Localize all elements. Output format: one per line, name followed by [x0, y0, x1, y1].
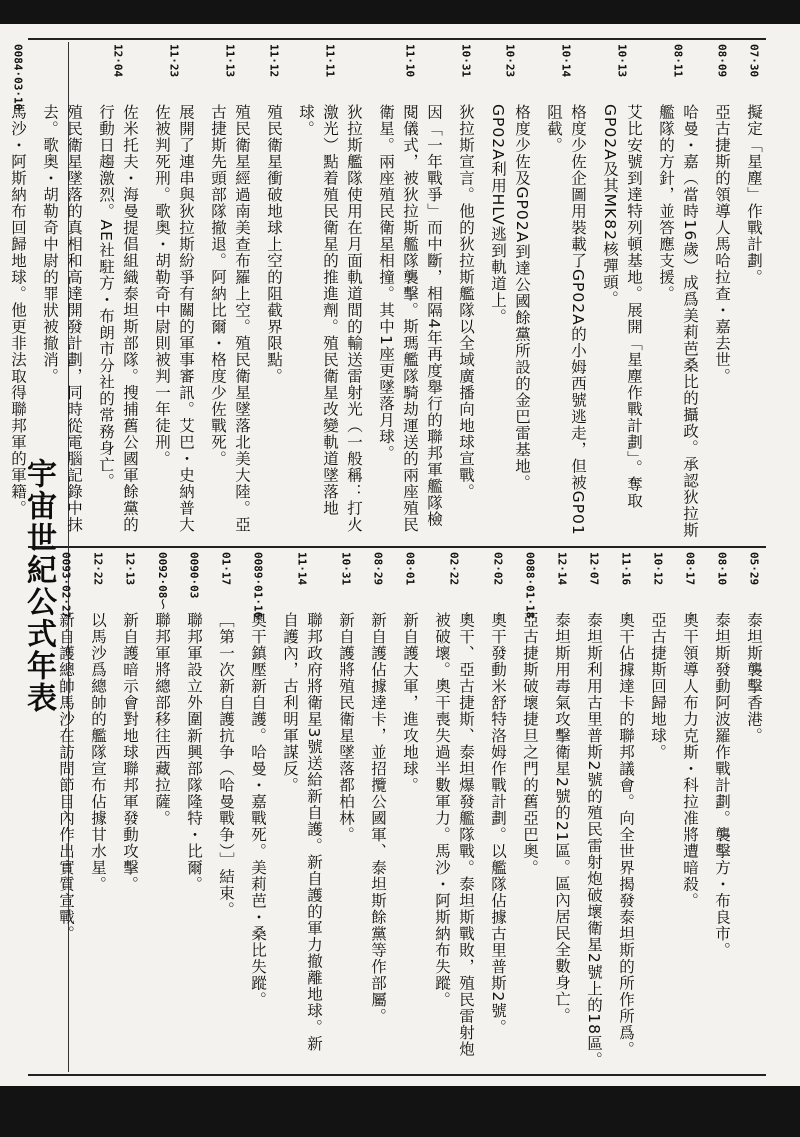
timeline-entry	[246, 552, 270, 1070]
entry-date: 12·07	[587, 552, 601, 586]
entry-date: 11·12	[267, 44, 281, 78]
entry-text: 擬定「星塵」作戰計劃。	[745, 104, 763, 286]
entry-date: 05·29	[747, 552, 761, 586]
timeline-entry	[38, 44, 86, 542]
entry-text: 以馬沙爲總帥的艦隊宣布佔據甘水星。	[89, 612, 107, 893]
top-rule	[28, 38, 766, 40]
entry-date: 08·01	[403, 552, 417, 586]
entry-text: 亞古捷斯回歸地球。	[649, 612, 667, 761]
timeline-entry	[150, 552, 174, 1070]
timeline-entry	[278, 552, 326, 1070]
entry-date: 0093·02·27	[59, 552, 73, 619]
entry-text: 奧干鎮壓新自護。哈曼・嘉戰死。美莉芭・桑比失蹤。	[249, 612, 267, 1008]
entry-text: 格度少佐及GP02A到達公國餘黨所設的金巴雷基地。GP02A利用HLV逃到軌道上。	[489, 104, 531, 491]
timeline-entry	[150, 44, 198, 542]
timeline-entry	[742, 552, 766, 1070]
timeline-entry	[374, 44, 446, 542]
page-title: 宇宙世紀公式年表	[21, 458, 56, 714]
entry-date: 12·13	[123, 552, 137, 586]
timeline-entry	[454, 44, 478, 542]
timeline-entry	[518, 552, 542, 1070]
bottom-black-band	[0, 1086, 800, 1137]
bottom-rule	[28, 1074, 766, 1076]
timeline-entry	[710, 44, 734, 542]
entry-text: 亞古捷斯的領導人馬哈拉查・嘉去世。	[713, 104, 731, 385]
chronology-page	[9, 38, 766, 1078]
timeline-entry	[294, 44, 366, 542]
entry-date: 0084·03·10	[11, 44, 25, 111]
entry-date: 12·22	[91, 552, 105, 586]
entry-date: 08·11	[671, 44, 685, 78]
timeline-entry	[398, 552, 422, 1070]
timeline-entry	[486, 552, 510, 1070]
timeline-entry	[542, 44, 590, 542]
middle-rule	[28, 546, 766, 548]
entry-text: 新自護大軍，進攻地球。	[401, 612, 419, 794]
timeline-entry	[6, 44, 30, 542]
entry-date: 11·23	[167, 44, 181, 78]
entry-text: 泰坦斯襲擊香港。	[745, 612, 763, 744]
entry-text: 狄拉斯宣言。他的狄拉斯艦隊以全域廣播向地球宣戰。	[457, 104, 475, 500]
entry-date: 01·17	[219, 552, 233, 586]
timeline-entry	[614, 552, 638, 1070]
entry-date: 08·10	[715, 552, 729, 586]
timeline-entry	[54, 552, 78, 1070]
entry-text: 新自護暗示會對地球聯邦軍發動攻擊。	[121, 612, 139, 893]
entry-date: 10·23	[503, 44, 517, 78]
entry-text: 哈曼・嘉（當時16歲）成爲美莉芭桑比的攝政。承認狄拉斯艦隊的方針，並答應支援。	[657, 104, 699, 539]
timeline-entry	[118, 552, 142, 1070]
entry-text: 殖民衛星經過南美查布羅上空。殖民衛星墜落北美大陸。亞古捷斯先頭部隊撤退。阿納比爾・格度少佐戰死。	[209, 104, 251, 533]
entry-date: 08·29	[371, 552, 385, 586]
entry-date: 0090·03	[187, 552, 201, 599]
entry-date: 11·10	[403, 44, 417, 78]
entry-date: 11·14	[295, 552, 309, 586]
entry-date: 11·13	[223, 44, 237, 78]
timeline-entry	[94, 44, 142, 542]
entry-date: 10·31	[339, 552, 353, 586]
entry-date: 10·14	[559, 44, 573, 78]
entry-text: 聯邦軍設立外圍新興部隊隆特・比爾。	[185, 612, 203, 893]
entry-date: 0092·08～	[156, 552, 169, 610]
entry-text: 泰坦斯用毒氣攻擊衛星2號的21區。區內居民全數身亡。	[553, 612, 571, 1025]
entry-date: 02·22	[447, 552, 461, 586]
entry-date: 11·16	[619, 552, 633, 586]
timeline-entry	[598, 44, 646, 542]
entry-text: 狄拉斯艦隊使用在月面軌道間的輸送雷射光（一般稱：打火激光）點着殖民衛星的推進劑。殖民衛星改變軌道墜落地球。	[297, 104, 363, 533]
timeline-entry	[742, 44, 766, 542]
timeline-entry	[214, 552, 238, 1070]
entry-date: 10·31	[459, 44, 473, 78]
entry-text: 聯邦軍將總部移往西藏拉薩。	[153, 612, 171, 827]
timeline-entry	[262, 44, 286, 542]
entry-text: 奧干領導人布力克斯・科拉准將遭暗殺。	[681, 612, 699, 909]
entry-text: 亞古捷斯破壞捷旦之門的舊亞巴奥。	[521, 612, 539, 876]
entry-text: 殖民衛星墜落的真相和高達開發計劃，同時從電腦記錄中抹去。歌奥・胡勒奇中尉的罪狀被撤消。	[41, 104, 83, 533]
entry-text: 聯邦政府將衛星3號送給新自護。新自護的軍力撤離地球。新自護內，古利明軍謀反。	[281, 612, 323, 1052]
entry-text: ［第一次新自護抗争（哈曼戰争）］結束。	[217, 612, 235, 918]
timeline-entry	[430, 552, 478, 1070]
timeline-entry	[182, 552, 206, 1070]
timeline-entry	[646, 552, 670, 1070]
entry-text: 奧干、亞古捷斯、泰坦爆發艦隊戰。泰坦斯戰敗，殖民雷射炮被破壞。奧干喪失過半數軍力。馬沙・阿斯納布失蹤。	[433, 612, 475, 1058]
entry-text: 佐米托夫・海曼提倡組織泰坦斯部隊。搜捕舊公國軍餘黨的行動日趨激烈。AE社駐方・布朗市分社的常務身亡。	[97, 104, 139, 533]
entry-text: 新自護將殖民衛星墜落都柏林。	[337, 612, 355, 843]
timeline-entry	[86, 552, 110, 1070]
timeline-entry	[486, 44, 534, 542]
timeline-entry	[334, 552, 358, 1070]
entry-text: 因「一年戰爭」而中斷，相隔4年再度舉行的聯邦軍艦隊檢閱儀式，被狄拉斯艦隊襲擊。斯瑪艦隊騎劫運送的兩座殖民衛星。兩座殖民衛星相撞。其中1座更墜落月球。	[377, 104, 443, 533]
entry-text: 新自護佔據達卡，並招攬公國軍、泰坦斯餘黨等作部屬。	[369, 612, 387, 1025]
entry-date: 0088·01·18	[523, 552, 537, 619]
entry-text: 格度少佐企圖用裝載了GP02A的小姆西號逃走，但被GP01阻截。	[545, 104, 587, 536]
entry-text: 奧干佔據達卡的聯邦議會。向全世界揭發泰坦斯的所作所爲。	[617, 612, 635, 1058]
timeline-entry	[550, 552, 574, 1070]
entry-date: 11·11	[323, 44, 337, 78]
timeline-section-lower	[28, 552, 766, 1070]
entry-date: 08·09	[715, 44, 729, 78]
timeline-entry	[206, 44, 254, 542]
entry-date: 08·17	[683, 552, 697, 586]
timeline-entry	[678, 552, 702, 1070]
entry-date: 10·12	[651, 552, 665, 586]
entry-date: 12·14	[555, 552, 569, 586]
timeline-entry	[654, 44, 702, 542]
entry-text: 馬沙・阿斯納布回歸地球。他更非法取得聯邦軍的軍籍。	[9, 104, 27, 517]
entry-date: 10·13	[615, 44, 629, 78]
entry-text: 奧干發動米舒特洛姆作戰計劃。以艦隊佔據古里普斯2號。	[489, 612, 507, 1036]
entry-text: 泰坦斯利用古里普斯2號的殖民雷射炮破壞衛星2號上的18區。	[585, 612, 603, 1068]
entry-date: 12·04	[111, 44, 125, 78]
entry-date: 02·02	[491, 552, 505, 586]
entry-text: 艾比安號到達特列頓基地。展開「星塵作戰計劃」。奪取GP02A及其MK82核彈頭。	[601, 104, 643, 509]
timeline-section-upper	[9, 44, 766, 542]
entry-date: 07·30	[747, 44, 761, 78]
timeline-entry	[582, 552, 606, 1070]
timeline-entry	[366, 552, 390, 1070]
entry-date: 0089·01·16	[251, 552, 265, 619]
entry-text: 泰坦斯發動阿波羅作戰計劃。襲擊方・布良市。	[713, 612, 731, 959]
timeline-entry	[710, 552, 734, 1070]
entry-text: 殖民衛星衝破地球上空的阻截界限點。	[265, 104, 283, 385]
top-black-band	[0, 0, 800, 24]
entry-text: 新自護總帥馬沙在訪問節目內作出實質宣戰。	[57, 612, 75, 942]
entry-text: 展開了連串與狄拉斯紛爭有關的軍事審訊。艾巴・史納普大佐被判死刑。歌奥・胡勒奇中尉則被判一年徒刑。	[153, 104, 195, 533]
